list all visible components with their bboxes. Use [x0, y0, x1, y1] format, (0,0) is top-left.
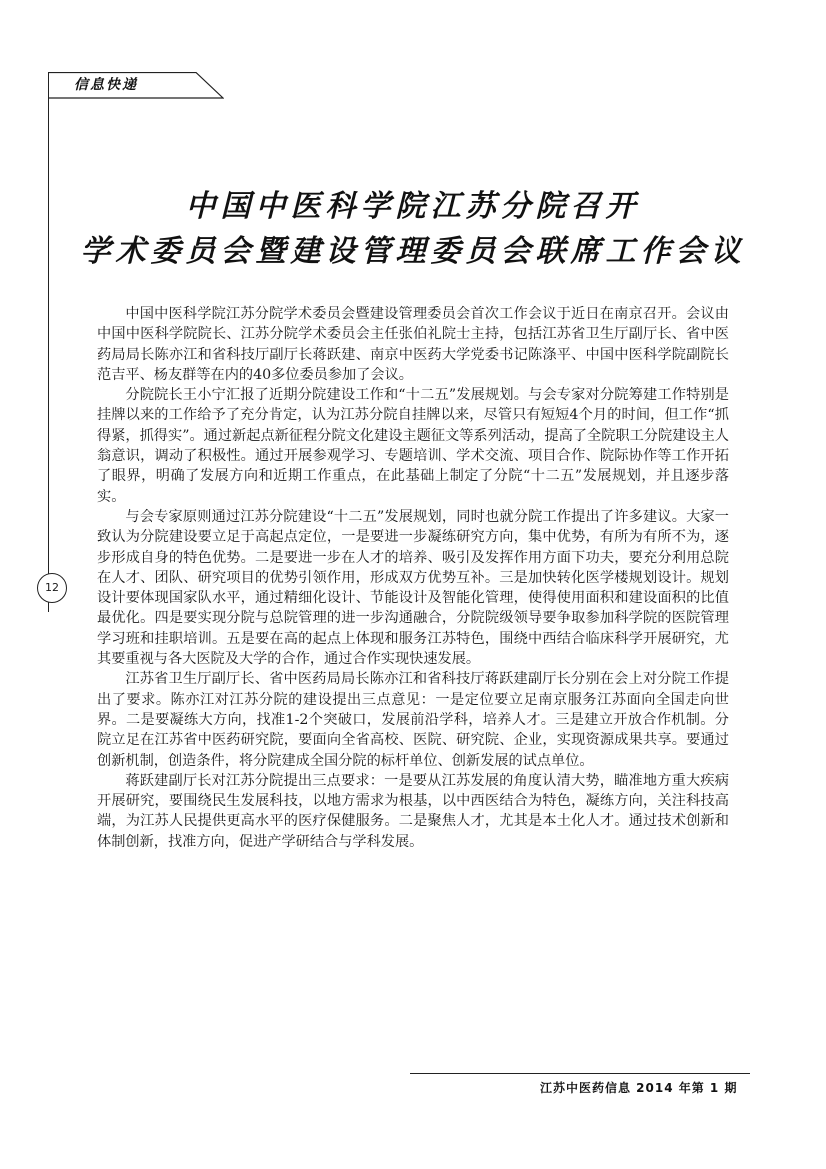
left-margin-rule [48, 72, 49, 612]
article-title-line2: 学术委员会暨建设管理委员会联席工作会议 [80, 234, 746, 269]
paragraph: 蒋跃建副厅长对江苏分院提出三点要求：一是要从江苏发展的角度认清大势，瞄准地方重大疾病开展研究，要围绕民生发展科技，以地方需求为根基，以中西医结合为特色，凝练方向，关注科技高端，为江苏人民提供更高水平的医疗保健服务。二是聚焦人才，尤其是本土化人才。通过技术创新和体制创新，找准方向，促进产学研结合与学科发展。 [97, 772, 729, 850]
paragraph: 分院院长王小宁汇报了近期分院建设工作和“十二五”发展规划。与会专家对分院筹建工作特别是挂牌以来的工作给予了充分肯定，认为江苏分院自挂牌以来，尽管只有短短4个月的时间，但工作“抓得紧，抓得实”。通过新起点新征程分院文化建设主题征文等系列活动，提高了全院职工分院建设主人翁意识，调动了积极性。通过开展参观学习、专题培训、学术交流、项目合作、院际协作等工作开拓了眼界，明确了发展方向和近期工作重点，在此基础上制定了分院“十二五”发展规划，并且逐步落实。 [97, 387, 729, 505]
footer-rule [410, 1073, 750, 1074]
page-number-badge: 12 [37, 573, 67, 603]
paragraph: 江苏省卫生厅副厅长、省中医药局局长陈亦江和省科技厅蒋跃建副厅长分别在会上对分院工作提出了要求。陈亦江对江苏分院的建设提出三点意见：一是定位要立足南京服务江苏面向全国走向世界。二是要凝练大方向，找准1-2个突破口，发展前沿学科，培养人才。三是建立开放合作机制。分院立足在江苏省中医药研究院，要面向全省高校、医院、研究院、企业，实现资源成果共享。要通过创新机制，创造条件，将分院建成全国分院的标杆单位、创新发展的试点单位。 [97, 671, 729, 769]
article-body [97, 304, 729, 852]
article-title-line1: 中国中医科学院江苏分院召开 [185, 189, 641, 224]
paragraph: 与会专家原则通过江苏分院建设“十二五”发展规划，同时也就分院工作提出了许多建议。大家一致认为分院建设要立足于高起点定位，一是要进一步凝练研究方向，集中优势，有所为有所不为，逐步形成自身的特色优势。二是要进一步在人才的培养、吸引及发挥作用方面下功夫，要充分利用总院在人才、团队、研究项目的优势引领作用，形成双方优势互补。三是加快转化医学楼规划设计。规划设计要体现国家队水平，通过精细化设计、节能设计及智能化管理，使得使用面积和建设面积的比值最优化。四是要实现分院与总院管理的进一步沟通融合，分院院级领导要争取参加科学院的医院管理学习班和挂职培训。五是要在高的起点上体现和服务江苏特色，围绕中西结合临床科学开展研究，尤其要重视与各大医院及大学的合作，通过合作实现快速发展。 [97, 508, 729, 668]
footer-publication: 江苏中医药信息 2014 年第 1 期 [540, 1081, 738, 1095]
section-label: 信息快递 [74, 77, 138, 93]
paragraph: 中国中医科学院江苏分院学术委员会暨建设管理委员会首次工作会议于近日在南京召开。会议由中国中医科学院院长、江苏分院学术委员会主任张伯礼院士主持，包括江苏省卫生厅副厅长、省中医药局局长陈亦江和省科技厅副厅长蒋跃建、南京中医药大学党委书记陈涤平、中国中医科学院副院长范吉平、杨友群等在内的40多位委员参加了会议。 [97, 306, 729, 383]
